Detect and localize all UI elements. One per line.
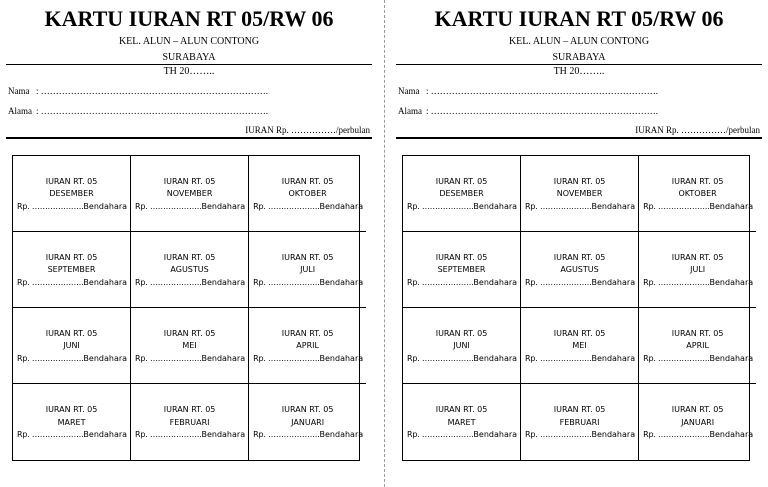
cell-rt-label: IURAN RT. 05: [45, 328, 98, 338]
cell-payment-line: [131, 277, 248, 290]
cell-rt-label: IURAN RT. 05: [671, 176, 724, 186]
cell-amount-blank: Rp. ………………..: [135, 277, 202, 287]
divider-thin: [396, 64, 762, 65]
payment-cell: [639, 156, 756, 232]
cell-signer-label: Bendahara: [83, 353, 128, 363]
cell-payment-line: [13, 429, 130, 442]
cell-amount-blank: Rp. ………………..: [525, 201, 592, 211]
cell-rt-label: IURAN RT. 05: [163, 252, 216, 262]
cell-month-label: JULI: [690, 265, 706, 275]
cell-signer-label: Bendahara: [591, 430, 636, 440]
cell-amount-blank: Rp. ………………..: [253, 201, 320, 211]
cell-payment-line: [131, 353, 248, 366]
cell-rt-label: IURAN RT. 05: [45, 405, 98, 415]
cell-signer-label: Bendahara: [473, 201, 518, 211]
iuran-card-right: [396, 0, 762, 487]
payment-cell: [131, 384, 249, 460]
cell-month-label: AGUSTUS: [560, 265, 599, 275]
cell-signer-label: Bendahara: [591, 353, 636, 363]
payment-cell: [403, 384, 521, 460]
cell-signer-label: Bendahara: [709, 353, 754, 363]
cell-amount-blank: Rp. ………………..: [17, 201, 84, 211]
alamat-field[interactable]: [398, 106, 760, 117]
cell-signer-label: Bendahara: [709, 201, 754, 211]
cell-month-label: OKTOBER: [288, 189, 327, 199]
cell-rt-label: IURAN RT. 05: [163, 405, 216, 415]
city-label: SURABAYA: [162, 52, 216, 63]
payment-cell: [403, 232, 521, 308]
payment-cell: [131, 156, 249, 232]
cell-amount-blank: Rp. ………………..: [407, 353, 474, 363]
cell-payment-line: [249, 277, 366, 290]
cell-amount-blank: Rp. ………………..: [17, 430, 84, 440]
cell-signer-label: Bendahara: [709, 277, 754, 287]
cell-rt-label: IURAN RT. 05: [281, 405, 334, 415]
cell-signer-label: Bendahara: [319, 277, 364, 287]
cell-month-label: AGUSTUS: [170, 265, 209, 275]
cell-signer-label: Bendahara: [201, 201, 246, 211]
cell-rt-label: IURAN RT. 05: [671, 405, 724, 415]
cell-month-label: SEPTEMBER: [47, 265, 96, 275]
cell-signer-label: Bendahara: [591, 277, 636, 287]
payment-cell: [639, 232, 756, 308]
cell-payment-line: [403, 353, 520, 366]
kelurahan-label: KEL. ALUN – ALUN CONTONG: [118, 36, 260, 47]
cell-month-label: JUNI: [63, 341, 80, 351]
cell-month-label: APRIL: [296, 341, 319, 351]
cell-signer-label: Bendahara: [83, 277, 128, 287]
cell-rt-label: IURAN RT. 05: [435, 405, 488, 415]
payment-cell: [131, 232, 249, 308]
cell-rt-label: IURAN RT. 05: [671, 252, 724, 262]
cell-signer-label: Bendahara: [473, 430, 518, 440]
payment-cell: [639, 308, 756, 384]
divider-thick: [396, 137, 762, 139]
cell-month-label: DESEMBER: [439, 189, 484, 199]
cell-month-label: MARET: [447, 417, 476, 427]
cell-signer-label: Bendahara: [319, 353, 364, 363]
cell-payment-line: [639, 201, 756, 214]
cell-month-label: NOVEMBER: [166, 189, 213, 199]
kelurahan-label: KEL. ALUN – ALUN CONTONG: [508, 36, 650, 47]
cell-rt-label: IURAN RT. 05: [281, 176, 334, 186]
cell-amount-blank: Rp. ………………..: [525, 353, 592, 363]
cell-amount-blank: Rp. ………………..: [135, 430, 202, 440]
cell-amount-blank: Rp. ………………..: [253, 430, 320, 440]
cell-payment-line: [521, 353, 638, 366]
city-label: SURABAYA: [552, 52, 606, 63]
cell-amount-blank: Rp. ………………..: [643, 353, 710, 363]
nama-value: : ………………………………………………………………….: [426, 86, 659, 96]
cell-signer-label: Bendahara: [709, 430, 754, 440]
cell-payment-line: [13, 353, 130, 366]
cell-signer-label: Bendahara: [201, 353, 246, 363]
cell-rt-label: IURAN RT. 05: [281, 252, 334, 262]
cell-signer-label: Bendahara: [83, 430, 128, 440]
cell-rt-label: IURAN RT. 05: [45, 176, 98, 186]
cell-rt-label: IURAN RT. 05: [435, 328, 488, 338]
cell-payment-line: [13, 201, 130, 214]
cell-rt-label: IURAN RT. 05: [553, 328, 606, 338]
year-label: TH 20……..: [553, 66, 605, 77]
cell-month-label: JANUARI: [681, 417, 715, 427]
cell-month-label: MARET: [57, 417, 86, 427]
cell-payment-line: [521, 429, 638, 442]
cell-month-label: DESEMBER: [49, 189, 94, 199]
alamat-label: Alama: [398, 106, 422, 116]
payment-cell: [13, 156, 131, 232]
nama-label: Nama: [398, 86, 420, 96]
cell-rt-label: IURAN RT. 05: [281, 328, 334, 338]
cell-payment-line: [403, 201, 520, 214]
divider-thick: [6, 137, 372, 139]
iuran-card-left: [6, 0, 372, 487]
cell-amount-blank: Rp. ………………..: [407, 430, 474, 440]
cell-signer-label: Bendahara: [473, 353, 518, 363]
payment-cell: [521, 232, 639, 308]
cell-payment-line: [249, 201, 366, 214]
cell-amount-blank: Rp. ………………..: [407, 277, 474, 287]
cell-payment-line: [131, 429, 248, 442]
payment-cell: [403, 308, 521, 384]
cell-month-label: JUNI: [453, 341, 470, 351]
payment-cell: [249, 232, 366, 308]
nama-field[interactable]: [8, 86, 370, 97]
cell-amount-blank: Rp. ………………..: [135, 353, 202, 363]
cell-rt-label: IURAN RT. 05: [553, 252, 606, 262]
nama-label: Nama: [8, 86, 30, 96]
alamat-value: : ………………………………………………………………….: [426, 106, 659, 116]
alamat-value: : ………………………………………………………………….: [36, 106, 269, 116]
cell-month-label: FEBRUARI: [169, 417, 210, 427]
alamat-field[interactable]: [8, 106, 370, 117]
cell-payment-line: [131, 201, 248, 214]
divider-thin: [6, 64, 372, 65]
cell-payment-line: [639, 353, 756, 366]
cell-rt-label: IURAN RT. 05: [671, 328, 724, 338]
cell-rt-label: IURAN RT. 05: [163, 176, 216, 186]
payment-cell: [521, 156, 639, 232]
cell-rt-label: IURAN RT. 05: [163, 328, 216, 338]
cell-amount-blank: Rp. ………………..: [525, 430, 592, 440]
cell-rt-label: IURAN RT. 05: [553, 405, 606, 415]
cell-amount-blank: Rp. ………………..: [525, 277, 592, 287]
payment-cell: [639, 384, 756, 460]
cell-rt-label: IURAN RT. 05: [435, 176, 488, 186]
cell-amount-blank: Rp. ………………..: [643, 277, 710, 287]
cell-month-label: JULI: [300, 265, 316, 275]
payment-cell: [521, 384, 639, 460]
cell-amount-blank: Rp. ………………..: [253, 353, 320, 363]
cell-rt-label: IURAN RT. 05: [553, 176, 606, 186]
monthly-payment-grid: [12, 155, 364, 461]
payment-cell: [249, 156, 366, 232]
payment-cell: [13, 384, 131, 460]
cell-payment-line: [249, 353, 366, 366]
cell-amount-blank: Rp. ………………..: [17, 353, 84, 363]
cell-signer-label: Bendahara: [473, 277, 518, 287]
cell-payment-line: [403, 429, 520, 442]
cell-amount-blank: Rp. ………………..: [407, 201, 474, 211]
cell-amount-blank: Rp. ………………..: [253, 277, 320, 287]
iuran-rate-label: IURAN Rp. ……………/perbulan: [245, 125, 370, 135]
cell-month-label: SEPTEMBER: [437, 265, 486, 275]
cut-line-divider: [384, 0, 385, 487]
iuran-rate-label: IURAN Rp. ……………/perbulan: [635, 125, 760, 135]
cell-payment-line: [521, 277, 638, 290]
cell-month-label: FEBRUARI: [559, 417, 600, 427]
cell-amount-blank: Rp. ………………..: [135, 201, 202, 211]
payment-cell: [521, 308, 639, 384]
cell-month-label: MEI: [182, 341, 197, 351]
card-title: KARTU IURAN RT 05/RW 06: [434, 6, 724, 31]
cell-payment-line: [403, 277, 520, 290]
payment-cell: [249, 384, 366, 460]
cell-payment-line: [521, 201, 638, 214]
cell-rt-label: IURAN RT. 05: [435, 252, 488, 262]
cell-signer-label: Bendahara: [319, 430, 364, 440]
cell-payment-line: [639, 429, 756, 442]
payment-cell: [249, 308, 366, 384]
cell-signer-label: Bendahara: [83, 201, 128, 211]
nama-value: : ………………………………………………………………….: [36, 86, 269, 96]
cell-month-label: APRIL: [686, 341, 709, 351]
cell-amount-blank: Rp. ………………..: [17, 277, 84, 287]
cell-signer-label: Bendahara: [201, 277, 246, 287]
cell-signer-label: Bendahara: [591, 201, 636, 211]
cell-rt-label: IURAN RT. 05: [45, 252, 98, 262]
cell-signer-label: Bendahara: [201, 430, 246, 440]
cell-month-label: JANUARI: [291, 417, 325, 427]
card-title: KARTU IURAN RT 05/RW 06: [44, 6, 334, 31]
cell-amount-blank: Rp. ………………..: [643, 430, 710, 440]
cell-amount-blank: Rp. ………………..: [643, 201, 710, 211]
cell-signer-label: Bendahara: [319, 201, 364, 211]
nama-field[interactable]: [398, 86, 760, 97]
cell-payment-line: [249, 429, 366, 442]
alamat-label: Alama: [8, 106, 32, 116]
cell-payment-line: [13, 277, 130, 290]
cell-month-label: NOVEMBER: [556, 189, 603, 199]
cell-month-label: OKTOBER: [678, 189, 717, 199]
cell-month-label: MEI: [572, 341, 587, 351]
year-label: TH 20……..: [163, 66, 215, 77]
payment-cell: [13, 308, 131, 384]
payment-cell: [131, 308, 249, 384]
monthly-payment-grid: [402, 155, 754, 461]
cell-payment-line: [639, 277, 756, 290]
payment-cell: [13, 232, 131, 308]
payment-cell: [403, 156, 521, 232]
